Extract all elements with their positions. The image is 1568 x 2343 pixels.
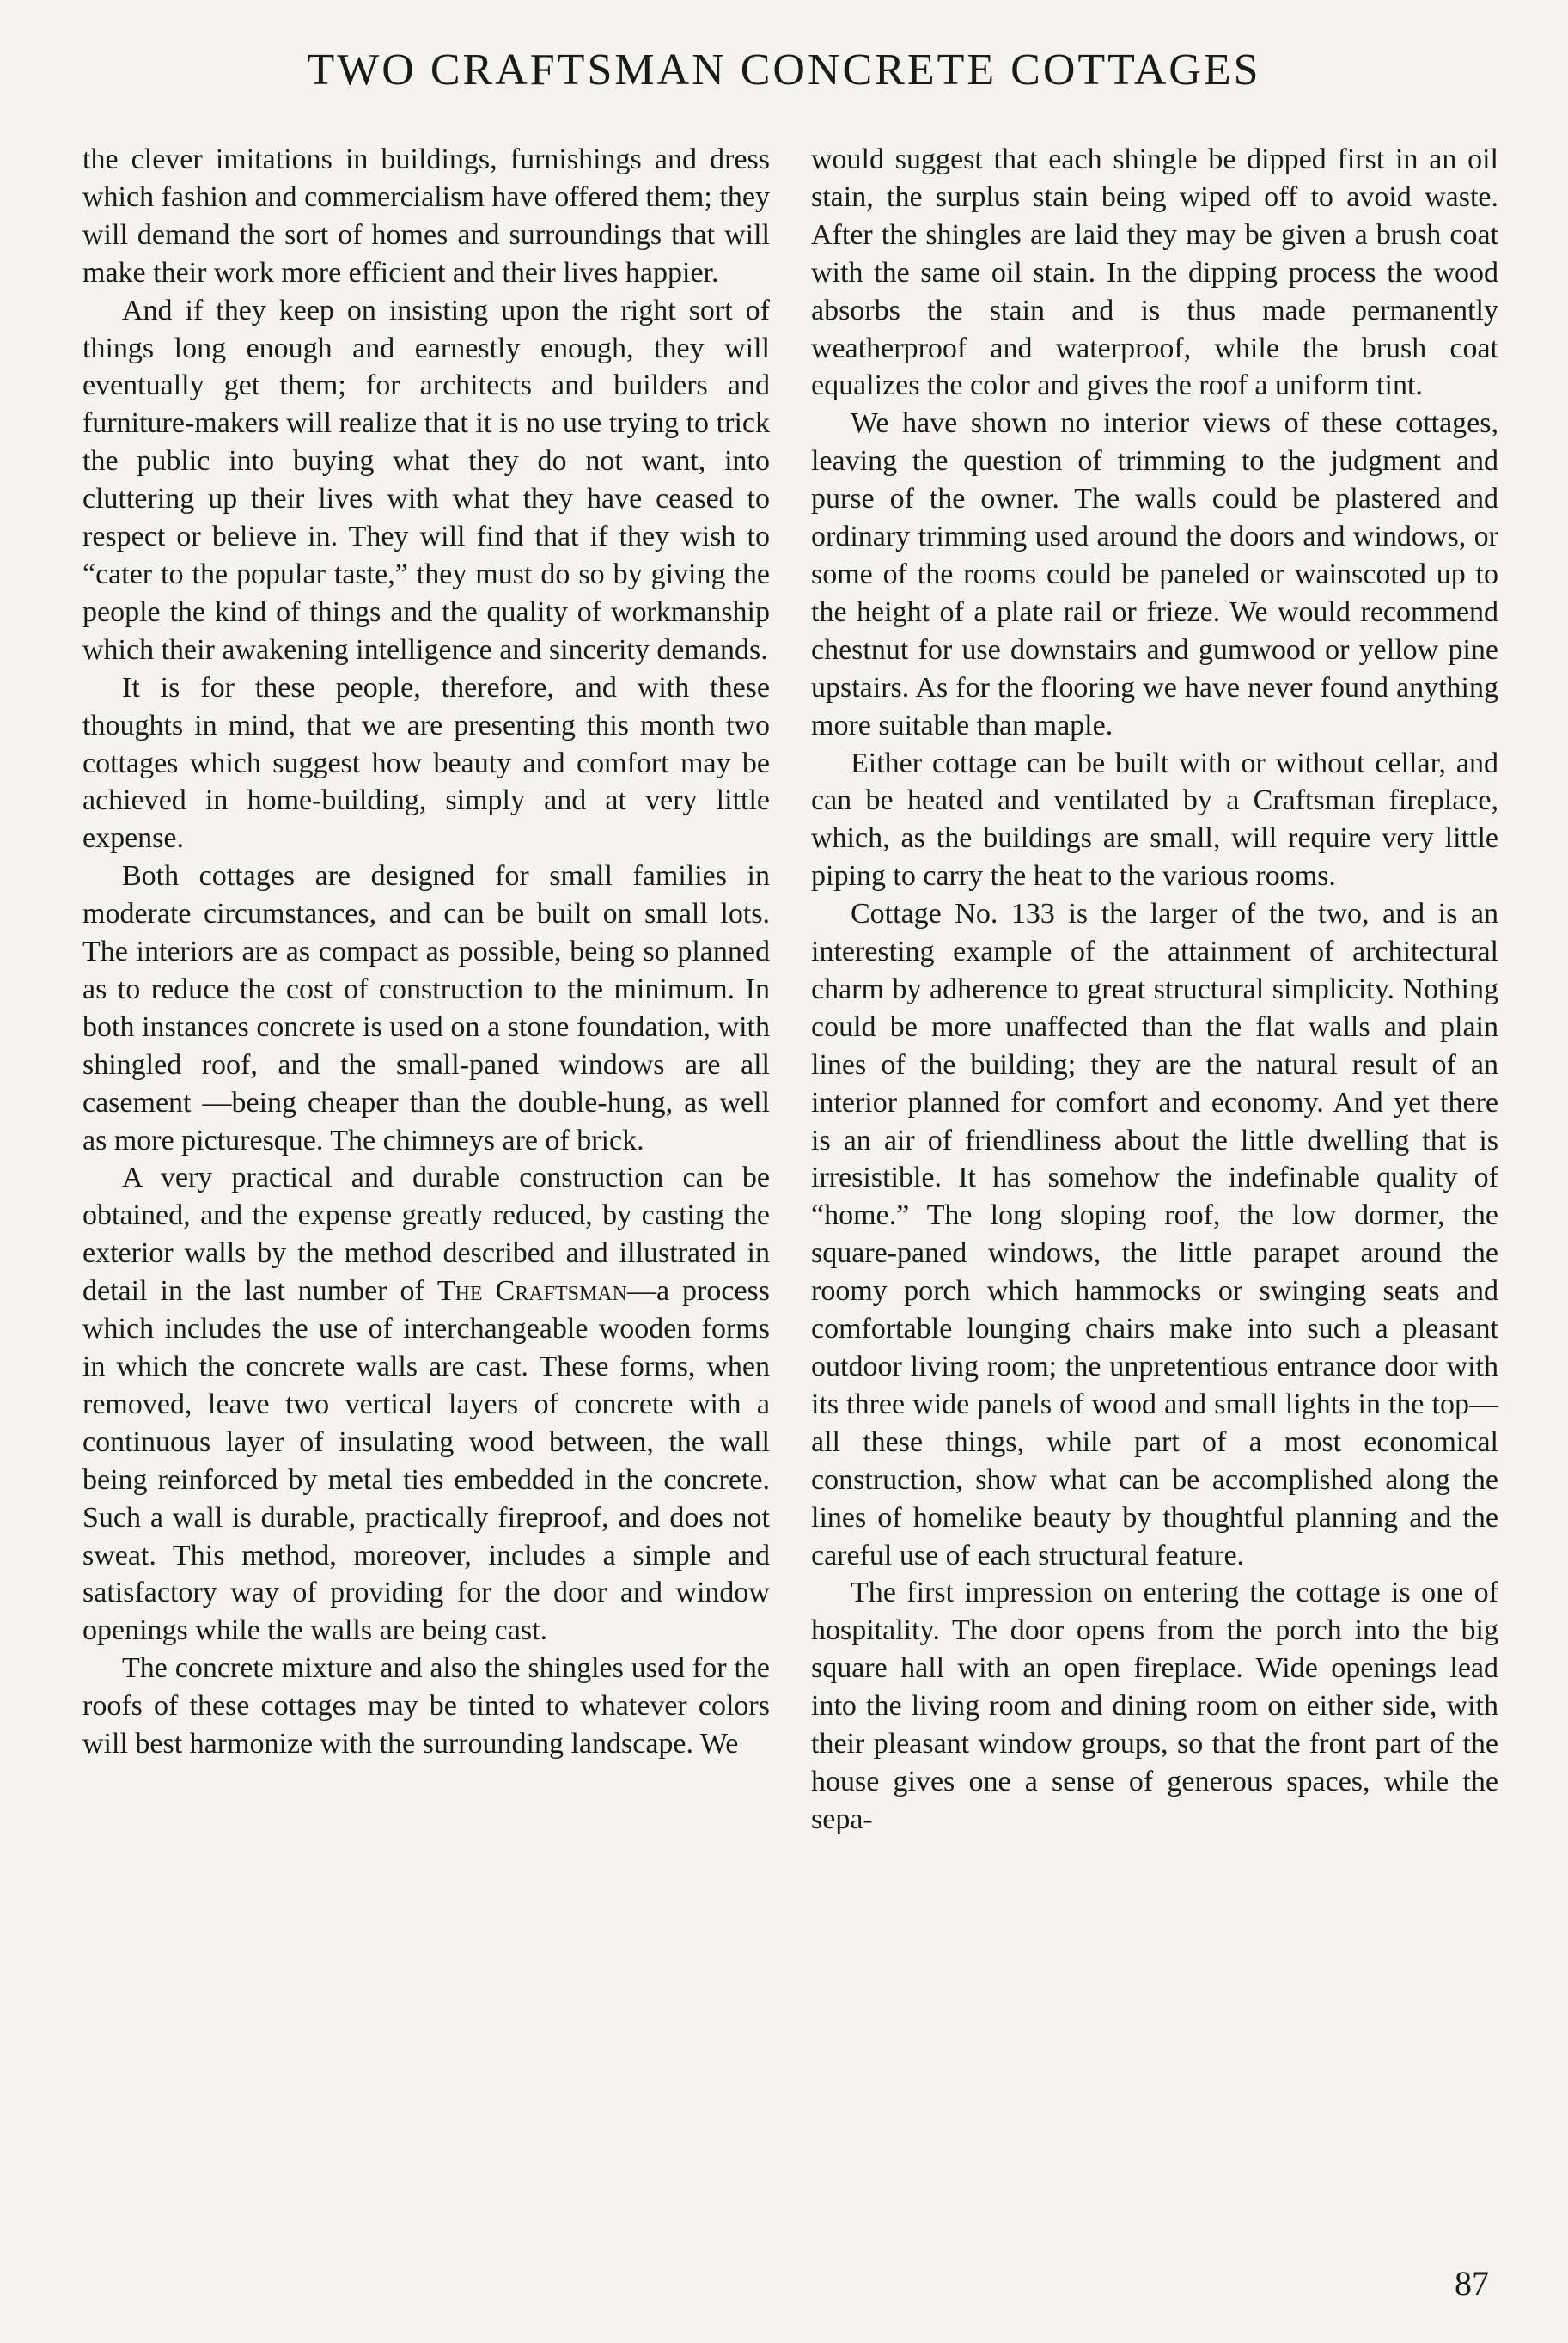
paragraph: Cottage No. 133 is the larger of the two, and is an interesting example of the attainment of architectural charm by adherence to great structural simplicity. Nothing could be more unaffected than the flat walls and plain lines of the building; they are the natural result of an interior planned for comfort and economy. And yet there is an air of friendliness about the little dwelling that is irresistible. It has somehow the indefinable quality of “home.” The long sloping roof, the low dormer, the square-paned windows, the little parapet around the roomy porch which hammocks or swinging seats and comfortable lounging chairs make into such a pleasant outdoor living room; the unpretentious entrance door with its three wide panels of wood and small lights in the top—all these things, while part of a most economical construction, show what can be accomplished along the lines of homelike beauty by thoughtful planning and the careful use of each structural feature. — [811, 898, 1498, 1571]
magazine-title: The Craftsman — [436, 1275, 627, 1308]
page-number: 87 — [1455, 2264, 1489, 2303]
paragraph: the clever imitations in buildings, furnishings and dress which fashion and commercialism have offered them; they will demand the sort of homes and surroundings that will make their work more efficient and their lives happier. — [82, 143, 770, 289]
running-title: TWO CRAFTSMAN CONCRETE COTTAGES — [307, 46, 1261, 95]
paragraph: We have shown no interior views of these cottages, leaving the question of trimming to the judgment and purse of the owner. The walls could be plastered and ordinary trimming used around the doors and windows, or some of the rooms could be paneled or wainscoted up to the height of a plate rail or frieze. We would recommend chestnut for use downstairs and gumwood or yellow pine upstairs. As for the flooring we have never found anything more suitable than maple. — [811, 407, 1498, 741]
paragraph: It is for these people, therefore, and with these thoughts in mind, that we are presenting this month two cottages which suggest how beauty and comfort may be achieved in home-building, simply and at very little expense. — [82, 671, 770, 855]
paragraph — [82, 1159, 770, 1650]
paragraph: Either cottage can be built with or without cellar, and can be heated and ventilated by a Craftsman fireplace, which, as the buildings are small, will require very little piping to carry the heat to the various rooms. — [811, 747, 1498, 893]
text-run: A very practical and durable construction can be obtained, and the expense greatly reduced, by casting the exterior walls by the method described and illustrated in detail in the last number of — [82, 1162, 770, 1308]
text-run: —a process which includes the use of interchangeable wooden forms in which the concrete walls are cast. These forms, when removed, leave two vertical layers of concrete with a continuous layer of insulating wood between, the wall being reinforced by metal ties embedded in the concrete. Such a wall is durable, practically fireproof, and does not sweat. This method, moreover, includes a simple and satisfactory way of providing for the door and window openings while the walls are being cast. — [82, 1275, 770, 1647]
paragraph: The concrete mixture and also the shingles used for the roofs of these cottages may be tinted to whatever colors will best harmonize with the surrounding landscape. We — [82, 1652, 770, 1760]
paragraph: would suggest that each shingle be dipped first in an oil stain, the surplus stain being wiped off to avoid waste. After the shingles are laid they may be given a brush coat with the same oil stain. In the dipping process the wood absorbs the stain and is thus made permanently weatherproof and waterproof, while the brush coat equalizes the color and gives the roof a uniform tint. — [811, 143, 1498, 402]
paragraph: The first impression on entering the cottage is one of hospitality. The door opens from the porch into the big square hall with an open fireplace. Wide openings lead into the living room and dining room on either side, with their pleasant window groups, so that the front part of the house gives one a sense of generous spaces, while the sepa- — [811, 1577, 1498, 1835]
left-column — [82, 141, 770, 1763]
right-column — [811, 141, 1498, 1839]
paragraph: And if they keep on insisting upon the right sort of things long enough and earnestly enough, they will eventually get them; for architects and builders and furniture-makers will realize that it is no use trying to trick the public into buying what they do not want, into cluttering up their lives with what they have ceased to respect or believe in. They will find that if they wish to “cater to the popular taste,” they must do so by giving the people the kind of things and the quality of workmanship which their awakening intelligence and sincerity demands. — [82, 294, 770, 666]
paragraph: Both cottages are designed for small families in moderate circumstances, and can be built on small lots. The interiors are as compact as possible, being so planned as to reduce the cost of construction to the minimum. In both instances concrete is used on a stone foundation, with shingled roof, and the small-paned windows are all casement —being cheaper than the double-hung, as well as more picturesque. The chimneys are of brick. — [82, 860, 770, 1156]
